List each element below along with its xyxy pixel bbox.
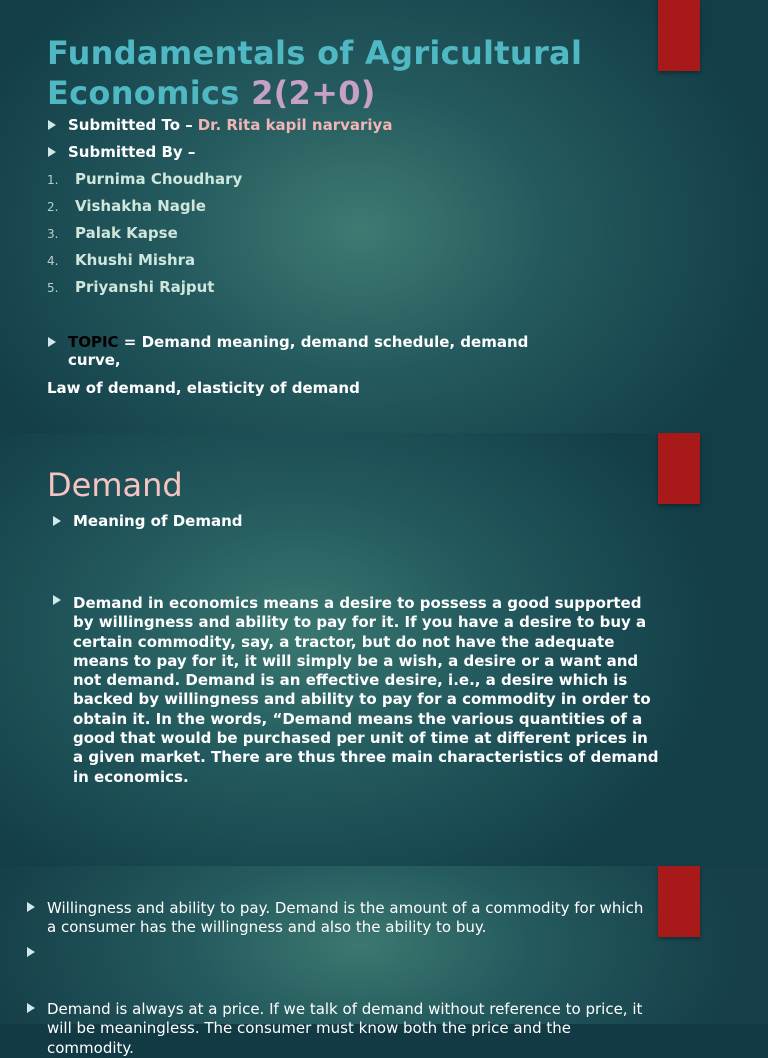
slide-3-red-tab (658, 866, 700, 937)
meaning-bullet-row (53, 512, 243, 530)
submitted-by-row (48, 143, 195, 161)
bullet-icon (48, 147, 56, 157)
topic-text: = Demand meaning, demand schedule, demand curve, (68, 333, 529, 369)
slide-title (47, 33, 768, 113)
slide3-bullet-1: Willingness and ability to pay. Demand is the amount of a commodity for which a consumer has the willingness and also the ability to buy. (47, 899, 644, 937)
topic-line-2: Law of demand, elasticity of demand (47, 379, 360, 397)
student-name: Khushi Mishra (75, 251, 196, 269)
meaning-of-demand: Meaning of Demand (73, 512, 243, 530)
title-main: Fundamentals of Agricultural Economics (47, 34, 583, 112)
bullet-icon (27, 902, 35, 912)
submitted-by-label: Submitted By – (68, 143, 196, 161)
demand-paragraph: Demand in economics means a desire to possess a good supported by willingness and ability to pay for it. If you have a desire to buy a certain commodity, say, a tractor, but do not have the adequate means to pay for it, it will simply be a wish, a desire or a want and not demand. Demand is an effective desire, i.e., a desire which is backed by willingness and ability to pay for a commodity in order to obtain it. In the words, “Demand means the various quantities of a good that would be purchased per unit of time at different prices in a given market. There are thus three main characteristics of demand in economics. (73, 594, 659, 786)
slide3-bullet-3: Demand is always at a price. If we talk of demand without reference to price, it will be meaningless. The consumer must know both the price and the commodity. (47, 1000, 643, 1057)
bullet-icon (53, 516, 61, 526)
bullet-icon (27, 947, 35, 957)
submitted-to-label: Submitted To – (68, 116, 193, 134)
bullet-icon (48, 120, 56, 130)
student-list-item (47, 278, 214, 296)
bullet-icon (48, 337, 56, 347)
student-list-item (47, 170, 242, 188)
demand-heading: Demand (47, 466, 183, 504)
student-name: Palak Kapse (75, 224, 178, 242)
bullet-icon (53, 595, 61, 605)
submitted-to-row (48, 116, 392, 134)
student-name: Vishakha Nagle (75, 197, 206, 215)
topic-label: TOPIC (68, 333, 119, 351)
list-number: 3. (47, 227, 59, 241)
list-number: 4. (47, 254, 59, 268)
title-highlight: 2(2+0) (251, 74, 376, 112)
topic-row (48, 333, 578, 369)
student-name: Priyanshi Rajput (75, 278, 215, 296)
list-number: 1. (47, 173, 59, 187)
slide-2-red-tab (658, 433, 700, 504)
slide-1 (0, 0, 768, 433)
student-list-item (47, 251, 195, 269)
student-list-item (47, 197, 206, 215)
list-number: 2. (47, 200, 59, 214)
student-name: Purnima Choudhary (75, 170, 243, 188)
list-number: 5. (47, 281, 59, 295)
submitted-to-name: Dr. Rita kapil narvariya (197, 116, 393, 134)
student-list-item (47, 224, 178, 242)
bullet-icon (27, 1003, 35, 1013)
